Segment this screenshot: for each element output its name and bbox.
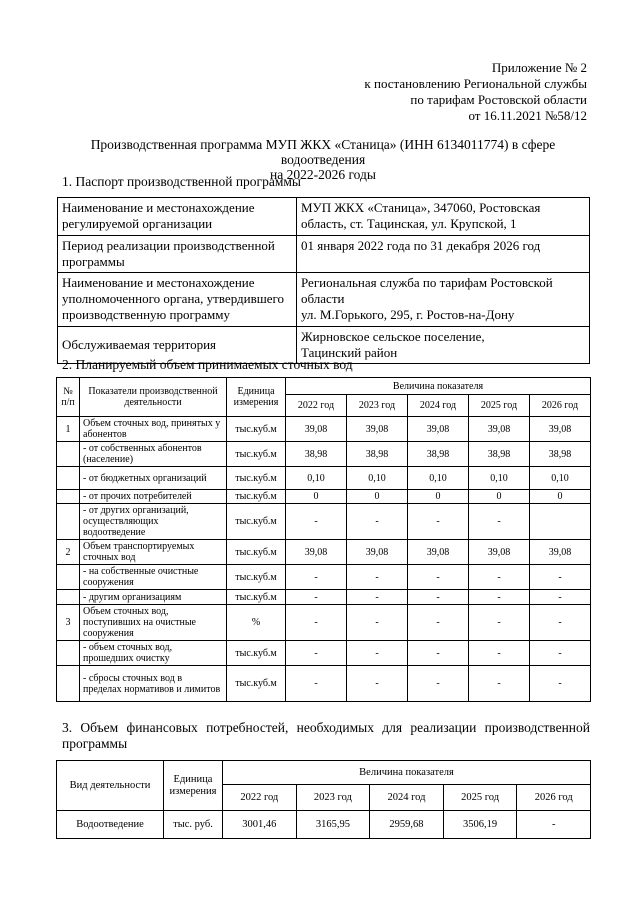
row-value: - bbox=[347, 504, 408, 540]
table-row bbox=[57, 467, 591, 490]
row-value: 0,10 bbox=[469, 467, 530, 490]
row-num: 3 bbox=[57, 605, 80, 641]
row-unit: тыс.куб.м bbox=[227, 540, 286, 565]
row-indicator: - объем сточных вод, прошедших очистку bbox=[80, 641, 227, 666]
row-num: 1 bbox=[57, 417, 80, 442]
row-indicator: Объем сточных вод, поступивших на очистные сооружения bbox=[80, 605, 227, 641]
row-value: - bbox=[530, 666, 591, 702]
row-unit: тыс.куб.м bbox=[227, 641, 286, 666]
finance-table bbox=[56, 760, 591, 839]
row-value: - bbox=[469, 641, 530, 666]
passport-label: Период реализации производственной программы bbox=[58, 236, 297, 273]
row-value: 3001,46 bbox=[223, 811, 297, 839]
row-value: 0,10 bbox=[530, 467, 591, 490]
table-row bbox=[57, 666, 591, 702]
row-value: - bbox=[530, 605, 591, 641]
row-value: 38,98 bbox=[347, 442, 408, 467]
passport-value-line: ул. М.Горького, 295, г. Ростов-на-Дону bbox=[301, 307, 515, 322]
row-value: 39,08 bbox=[469, 540, 530, 565]
row-num bbox=[57, 565, 80, 590]
row-value: 38,98 bbox=[408, 442, 469, 467]
row-value bbox=[530, 504, 591, 540]
row-value: - bbox=[408, 605, 469, 641]
row-unit: тыс. руб. bbox=[164, 811, 223, 839]
row-value: 3165,95 bbox=[296, 811, 370, 839]
table-row bbox=[57, 490, 591, 504]
header-year: 2025 год bbox=[443, 785, 517, 811]
appendix-header bbox=[364, 60, 587, 124]
row-num: 2 bbox=[57, 540, 80, 565]
header-year: 2026 год bbox=[517, 785, 591, 811]
row-value: 39,08 bbox=[530, 417, 591, 442]
row-indicator: - сбросы сточных вод в пределах нормативов и лимитов bbox=[80, 666, 227, 702]
row-value: 2959,68 bbox=[370, 811, 444, 839]
passport-value bbox=[297, 273, 590, 327]
header-year: 2024 год bbox=[408, 395, 469, 417]
row-unit: тыс.куб.м bbox=[227, 467, 286, 490]
row-indicator: Объем транспортируемых сточных вод bbox=[80, 540, 227, 565]
row-value: 39,08 bbox=[408, 540, 469, 565]
row-num bbox=[57, 641, 80, 666]
row-unit: тыс.куб.м bbox=[227, 442, 286, 467]
row-value: 39,08 bbox=[286, 417, 347, 442]
passport-table bbox=[57, 197, 590, 364]
row-num bbox=[57, 504, 80, 540]
table-row bbox=[58, 236, 590, 273]
header-indicator: Показатели производственной деятельности bbox=[80, 378, 227, 417]
row-unit: тыс.куб.м bbox=[227, 490, 286, 504]
header-year: 2026 год bbox=[530, 395, 591, 417]
row-unit: тыс.куб.м bbox=[227, 565, 286, 590]
table-row bbox=[57, 565, 591, 590]
appendix-line: Приложение № 2 bbox=[491, 60, 587, 75]
table-row bbox=[57, 504, 591, 540]
table-row bbox=[57, 641, 591, 666]
row-value: 39,08 bbox=[408, 417, 469, 442]
row-num bbox=[57, 467, 80, 490]
row-value: - bbox=[530, 641, 591, 666]
passport-label: Наименование и местонахождение уполномоченного органа, утвердившего производственную программу bbox=[58, 273, 297, 327]
row-indicator: - на собственные очистные сооружения bbox=[80, 565, 227, 590]
table-row bbox=[57, 417, 591, 442]
table-row bbox=[58, 273, 590, 327]
row-value: - bbox=[286, 590, 347, 605]
section1-heading: 1. Паспорт производственной программы bbox=[62, 174, 301, 189]
passport-label: Наименование и местонахождение регулируемой организации bbox=[58, 198, 297, 236]
row-value: - bbox=[286, 666, 347, 702]
table-row bbox=[57, 590, 591, 605]
row-unit: тыс.куб.м bbox=[227, 504, 286, 540]
row-value: - bbox=[469, 605, 530, 641]
row-value: - bbox=[469, 504, 530, 540]
row-value: 39,08 bbox=[286, 540, 347, 565]
row-value: 0,10 bbox=[408, 467, 469, 490]
table-row bbox=[57, 540, 591, 565]
row-value: - bbox=[347, 565, 408, 590]
row-value: - bbox=[408, 565, 469, 590]
table-row bbox=[57, 811, 591, 839]
row-value: - bbox=[469, 565, 530, 590]
row-value: - bbox=[347, 641, 408, 666]
row-value: - bbox=[286, 641, 347, 666]
header-value: Величина показателя bbox=[223, 761, 591, 785]
row-value: - bbox=[408, 666, 469, 702]
header-activity: Вид деятельности bbox=[57, 761, 164, 811]
row-num bbox=[57, 490, 80, 504]
header-num: № п/п bbox=[57, 378, 80, 417]
row-value: - bbox=[408, 590, 469, 605]
table-row bbox=[57, 605, 591, 641]
row-unit: % bbox=[227, 605, 286, 641]
title-line: на 2022-2026 годы bbox=[270, 167, 376, 182]
section3-heading-line2: программы bbox=[62, 736, 128, 751]
passport-value: 01 января 2022 года по 31 декабря 2026 год bbox=[297, 236, 590, 273]
row-value: 0 bbox=[286, 490, 347, 504]
passport-value-line: Региональная служба по тарифам Ростовской области bbox=[301, 275, 553, 306]
row-value: - bbox=[530, 565, 591, 590]
row-value: 39,08 bbox=[530, 540, 591, 565]
row-unit: тыс.куб.м bbox=[227, 590, 286, 605]
row-indicator: - другим организациям bbox=[80, 590, 227, 605]
row-value: - bbox=[469, 590, 530, 605]
row-value: - bbox=[286, 605, 347, 641]
row-value: 38,98 bbox=[530, 442, 591, 467]
row-value: 39,08 bbox=[347, 417, 408, 442]
header-year: 2023 год bbox=[347, 395, 408, 417]
header-year: 2023 год bbox=[296, 785, 370, 811]
row-value: - bbox=[347, 605, 408, 641]
row-value: - bbox=[347, 666, 408, 702]
header-year: 2025 год bbox=[469, 395, 530, 417]
row-indicator: - от прочих потребителей bbox=[80, 490, 227, 504]
row-value: 0,10 bbox=[347, 467, 408, 490]
row-value: 0,10 bbox=[286, 467, 347, 490]
header-year: 2022 год bbox=[286, 395, 347, 417]
title-line: Производственная программа МУП ЖКХ «Станица» (ИНН 6134011774) в сфере водоотведения bbox=[90, 137, 556, 167]
header-year: 2024 год bbox=[370, 785, 444, 811]
row-value: 3506,19 bbox=[443, 811, 517, 839]
row-indicator: - от других организаций, осуществляющих водоотведение bbox=[80, 504, 227, 540]
row-value: 0 bbox=[469, 490, 530, 504]
row-indicator: - от бюджетных организаций bbox=[80, 467, 227, 490]
section2-heading: 2. Планируемый объем принимаемых сточных вод bbox=[62, 357, 353, 372]
row-indicator: - от собственных абонентов (население) bbox=[80, 442, 227, 467]
header-unit: Единица измерения bbox=[227, 378, 286, 417]
table-row bbox=[58, 198, 590, 236]
header-unit: Единица измерения bbox=[164, 761, 223, 811]
header-value: Величина показателя bbox=[286, 378, 591, 395]
row-value: 39,08 bbox=[347, 540, 408, 565]
appendix-line: к постановлению Региональной службы bbox=[364, 76, 587, 91]
row-value: - bbox=[408, 641, 469, 666]
header-year: 2022 год bbox=[223, 785, 297, 811]
row-value: - bbox=[517, 811, 591, 839]
table-header-row bbox=[57, 761, 591, 785]
row-unit: тыс.куб.м bbox=[227, 666, 286, 702]
row-value: - bbox=[286, 565, 347, 590]
passport-value: МУП ЖКХ «Станица», 347060, Ростовская область, ст. Тацинская, ул. Крупской, 1 bbox=[297, 198, 590, 236]
row-value: - bbox=[408, 504, 469, 540]
row-unit: тыс.куб.м bbox=[227, 417, 286, 442]
passport-label: Обслуживаемая территория bbox=[58, 327, 297, 364]
row-indicator: Объем сточных вод, принятых у абонентов bbox=[80, 417, 227, 442]
row-value: 0 bbox=[408, 490, 469, 504]
row-num bbox=[57, 590, 80, 605]
row-value: 39,08 bbox=[469, 417, 530, 442]
row-activity: Водоотведение bbox=[57, 811, 164, 839]
row-value: 0 bbox=[347, 490, 408, 504]
appendix-line: от 16.11.2021 №58/12 bbox=[468, 108, 587, 123]
row-value: - bbox=[347, 590, 408, 605]
volume-table bbox=[56, 377, 591, 702]
passport-value-line: Тацинский район bbox=[301, 345, 398, 360]
row-value: - bbox=[469, 666, 530, 702]
row-value: 38,98 bbox=[469, 442, 530, 467]
row-num bbox=[57, 442, 80, 467]
row-value: - bbox=[286, 504, 347, 540]
appendix-line: по тарифам Ростовской области bbox=[410, 92, 587, 107]
passport-value-line: Жирновское сельское поселение, bbox=[301, 329, 485, 344]
section3-heading-line1: 3. Объем финансовых потребностей, необходимых для реализации производственной bbox=[62, 720, 590, 735]
table-header-row bbox=[57, 378, 591, 395]
row-value: 38,98 bbox=[286, 442, 347, 467]
row-num bbox=[57, 666, 80, 702]
table-row bbox=[57, 442, 591, 467]
row-value: - bbox=[530, 590, 591, 605]
row-value: 0 bbox=[530, 490, 591, 504]
